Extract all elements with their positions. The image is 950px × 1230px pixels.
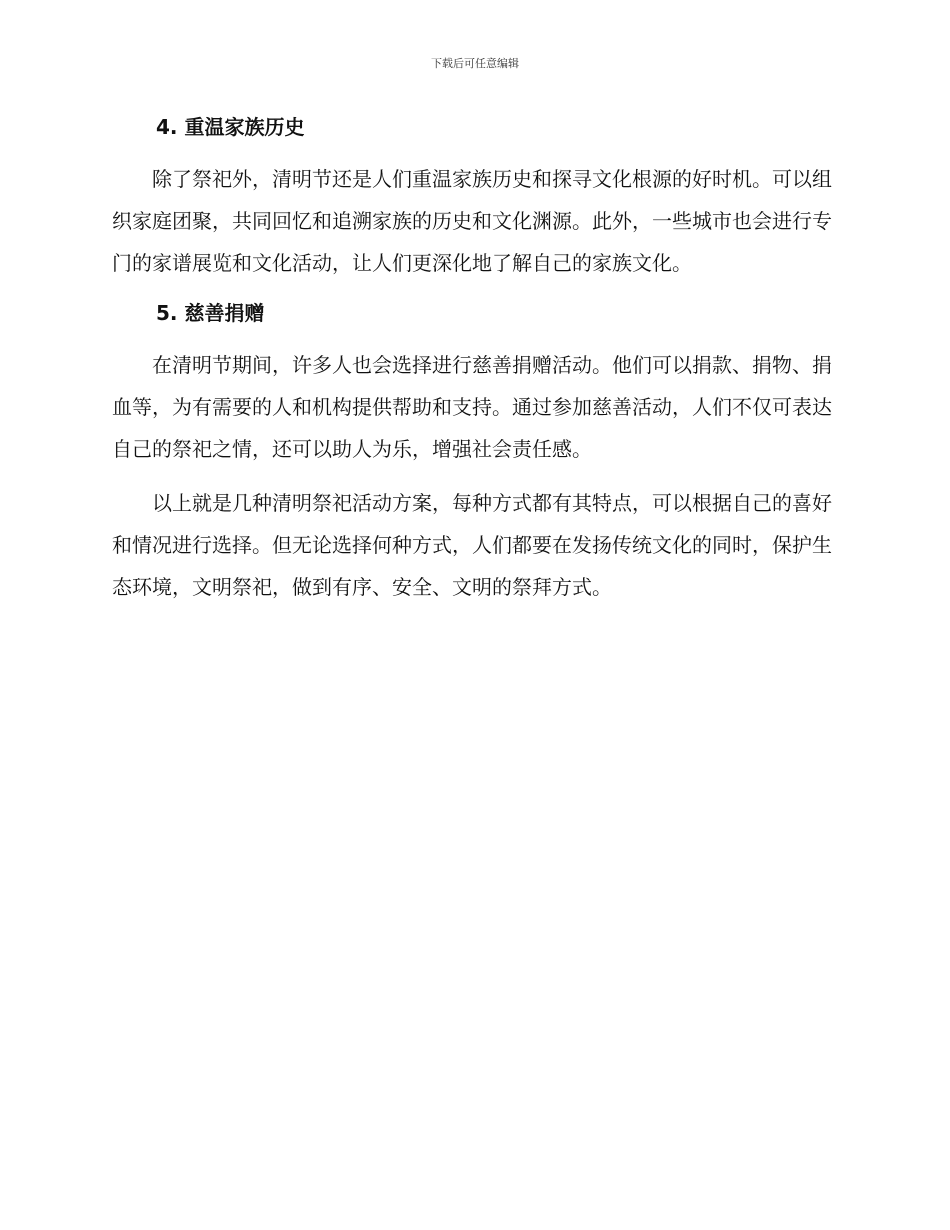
- conclusion-paragraph: 以上就是几种清明祭祀活动方案，每种方式都有其特点，可以根据自己的喜好和情况进行选择。但无论选择何种方式，人们都要在发扬传统文化的同时，保护生态环境，文明祭祀，做到有序、安全、文明的祭拜方式。: [112, 491, 832, 599]
- document-body: [112, 108, 832, 608]
- section-heading: 4. 重温家族历史: [156, 115, 305, 139]
- section-heading: 5. 慈善捐赠: [156, 301, 265, 325]
- section-paragraph: 在清明节期间，许多人也会选择进行慈善捐赠活动。他们可以捐款、捐物、捐血等，为有需要的人和机构提供帮助和支持。通过参加慈善活动，人们不仅可表达自己的祭祀之情，还可以助人为乐，增强社会责任感。: [112, 353, 832, 461]
- section-charity-donation: [112, 294, 832, 608]
- section-family-history: [112, 108, 832, 284]
- page-header-note: 下载后可任意编辑: [431, 57, 519, 70]
- section-paragraph: 除了祭祀外，清明节还是人们重温家族历史和探寻文化根源的好时机。可以组织家庭团聚，共同回忆和追溯家族的历史和文化渊源。此外，一些城市也会进行专门的家谱展览和文化活动，让人们更深化地了解自己的家族文化。: [112, 167, 832, 275]
